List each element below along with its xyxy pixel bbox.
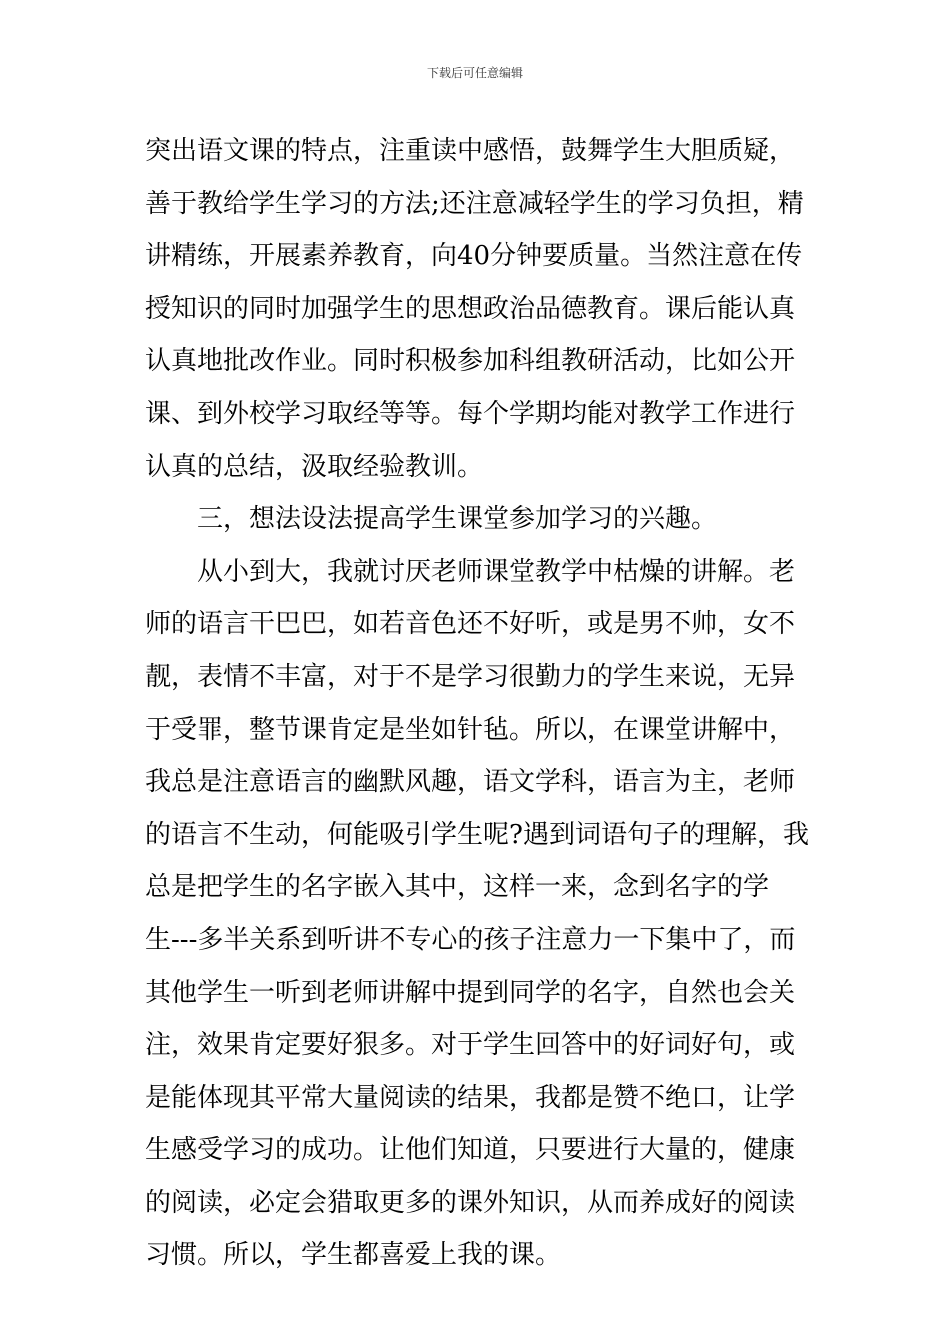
document-body — [145, 125, 815, 1282]
section-heading: 三，想法设法提高学生课堂参加学习的兴趣。 — [197, 504, 718, 535]
text-line: 讲精练，开展素养教育，向40分钟要质量。当然注意在传 — [145, 241, 803, 272]
text-line: 突出语文课的特点，注重读中感悟，鼓舞学生大胆质疑， — [145, 136, 796, 166]
paragraph-first-line: 从小到大，我就讨厌老师课堂教学中枯燥的讲解。老 — [197, 556, 796, 587]
text-line: 师的语言干巴巴，如若音色还不好听，或是男不帅，女不 — [145, 609, 796, 640]
text-line: 课、到外校学习取经等等。每个学期均能对教学工作进行 — [145, 398, 796, 429]
text-line: 其他学生一听到老师讲解中提到同学的名字，自然也会关 — [145, 977, 796, 1008]
text-line: 认真地批改作业。同时积极参加科组教研活动，比如公开 — [145, 346, 796, 377]
text-line: 生感受学习的成功。让他们知道，只要进行大量的，健康 — [145, 1135, 796, 1166]
text-line: 靓，表情不丰富，对于不是学习很勤力的学生来说，无异 — [145, 661, 796, 692]
text-line: 总是把学生的名字嵌入其中，这样一来，念到名字的学 — [145, 872, 770, 903]
text-line: 是能体现其平常大量阅读的结果，我都是赞不绝口，让学 — [145, 1082, 796, 1113]
text-line: 生---多半关系到听讲不专心的孩子注意力一下集中了，而 — [145, 924, 796, 955]
text-line: 善于教给学生学习的方法;还注意减轻学生的学习负担，精 — [145, 188, 804, 219]
text-line: 授知识的同时加强学生的思想政治品德教育。课后能认真 — [145, 293, 796, 324]
text-line: 习惯。所以，学生都喜爱上我的课。 — [145, 1240, 562, 1271]
text-line: 我总是注意语言的幽默风趣，语文学科，语言为主，老师 — [145, 767, 796, 798]
text-line: 认真的总结，汲取经验教训。 — [145, 451, 484, 482]
text-line: 的语言不生动，何能吸引学生呢?遇到词语句子的理解，我 — [145, 819, 809, 850]
text-line: 的阅读，必定会猎取更多的课外知识，从而养成好的阅读 — [145, 1187, 796, 1218]
text-line: 于受罪，整节课肯定是坐如针毡。所以，在课堂讲解中， — [145, 714, 796, 745]
text-line: 注，效果肯定要好狠多。对于学生回答中的好词好句，或 — [145, 1030, 796, 1061]
page-header: 下载后可任意编辑 — [426, 66, 523, 80]
